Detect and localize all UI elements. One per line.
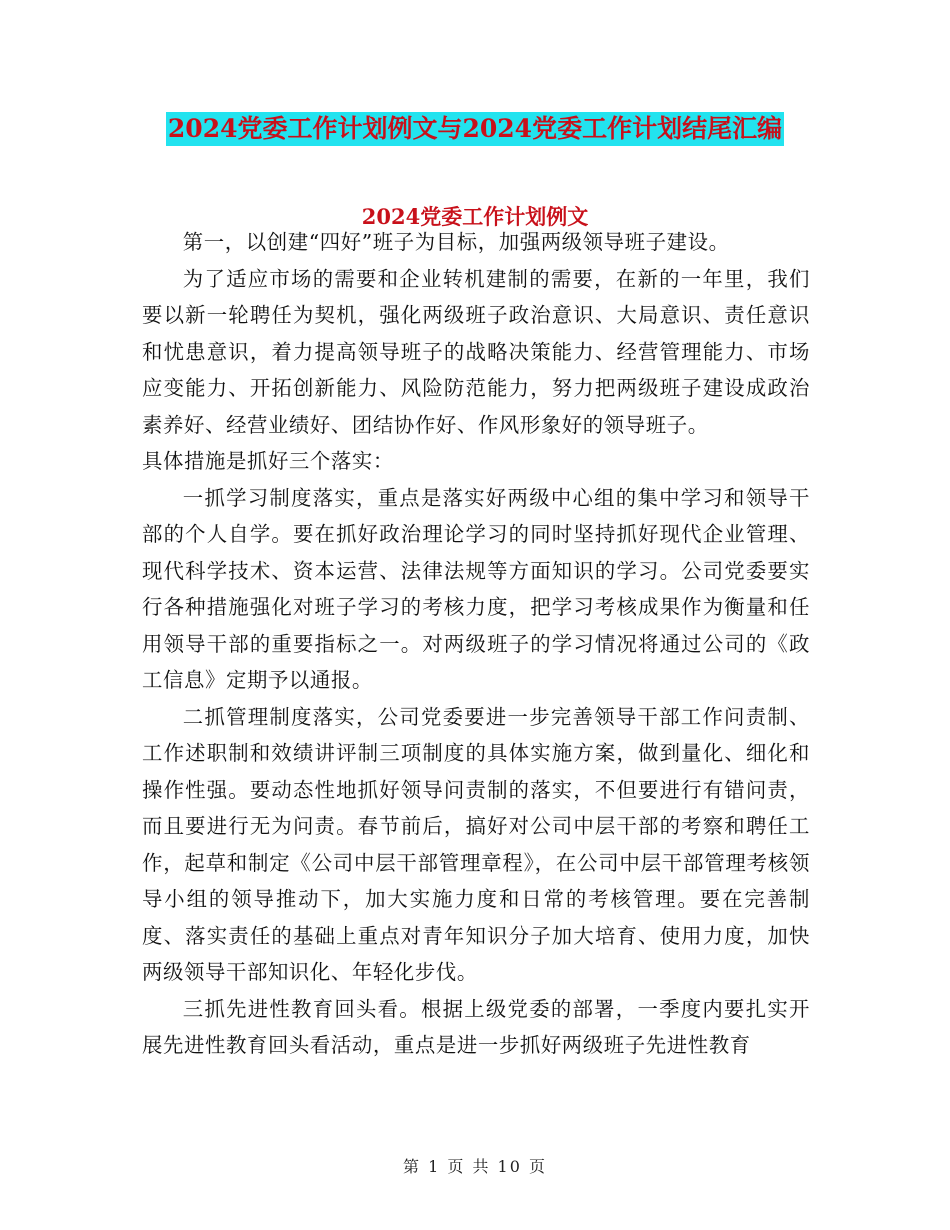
section-title: 2024党委工作计划例文 (361, 204, 589, 229)
paragraph-adapt-market: 为了适应市场的需要和企业转机建制的需要，在新的一年里，我们要以新一轮聘任为契机，强化两级班子政治意识、大局意识、责任意识和忧患意识，着力提高领导班子的战略决策能力、经营管理能力、市场应变能力、开拓创新能力、风险防范能力，努力把两级班子建设成政治素养好、经营业绩好、团结协作好、作风形象好的领导班子。 (142, 266, 810, 437)
page-footer: 第 1 页 共 10 页 (403, 1157, 547, 1176)
paragraph-education-review: 三抓先进性教育回头看。根据上级党委的部署，一季度内要扎实开展先进性教育回头看活动，重点是进一步抓好两级班子先进性教育 (142, 996, 810, 1057)
document-body (142, 224, 810, 1064)
document-title-wrap (0, 112, 950, 146)
paragraph-study-system: 一抓学习制度落实，重点是落实好两级中心组的集中学习和领导干部的个人自学。要在抓好政治理论学习的同时坚持抓好现代企业管理、现代科学技术、资本运营、法律法规等方面知识的学习。公司党委要实行各种措施强化对班子学习的考核力度，把学习考核成果作为衡量和任用领导干部的重要指标之一。对两级班子的学习情况将通过公司的《政工信息》定期予以通报。 (142, 485, 810, 692)
paragraph-management-system: 二抓管理制度落实，公司党委要进一步完善领导干部工作问责制、工作述职制和效绩讲评制三项制度的具体实施方案，做到量化、细化和操作性强。要动态性地抓好领导问责制的落实，不但要进行有错问责，而且要进行无为问责。春节前后，搞好对公司中层干部的考察和聘任工作，起草和制定《公司中层干部管理章程》，在公司中层干部管理考核领导小组的领导推动下，加大实施力度和日常的考核管理。要在完善制度、落实责任的基础上重点对青年知识分子加大培育、使用力度，加快两级领导干部知识化、年轻化步伐。 (142, 704, 810, 984)
paragraph-goal: 第一，以创建“四好”班子为目标，加强两级领导班子建设。 (182, 230, 730, 254)
document-title: 2024党委工作计划例文与2024党委工作计划结尾汇编 (166, 112, 784, 146)
paragraph-measures: 具体措施是抓好三个落实： (142, 449, 394, 473)
